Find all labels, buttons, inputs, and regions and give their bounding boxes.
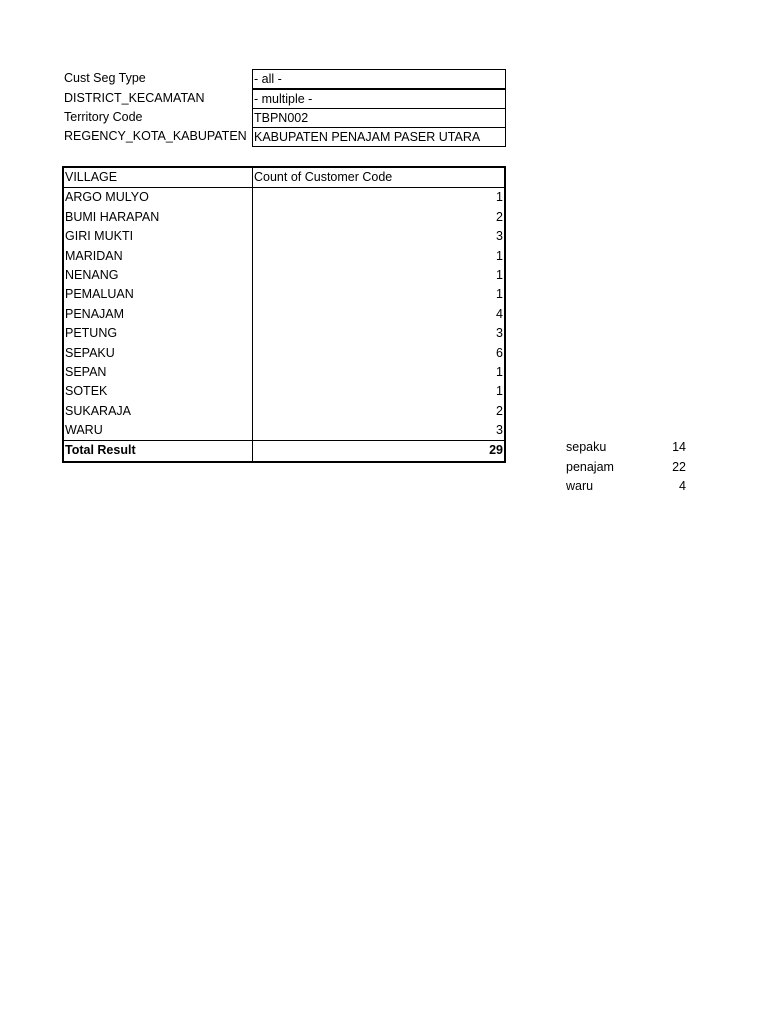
side-item-name: sepaku xyxy=(566,440,607,454)
village-cell: SOTEK xyxy=(64,382,253,401)
side-item-name: penajam xyxy=(566,459,614,474)
table-row xyxy=(64,247,504,266)
village-cell: PEMALUAN xyxy=(64,285,253,304)
side-summary-list xyxy=(566,438,686,497)
pivot-header-row xyxy=(64,168,504,188)
total-label: Total Result xyxy=(64,441,253,460)
side-item-value: 14 xyxy=(672,440,686,454)
filter-value-territory-code[interactable]: TBPN002 xyxy=(252,108,506,128)
count-cell: 1 xyxy=(496,384,503,399)
filter-label-regency: REGENCY_KOTA_KABUPATEN xyxy=(64,129,247,143)
village-cell: ARGO MULYO xyxy=(64,188,253,207)
column-header-count[interactable]: Count of Customer Code xyxy=(254,170,393,184)
village-cell: PETUNG xyxy=(64,324,253,343)
count-cell: 1 xyxy=(496,267,503,282)
village-cell: PENAJAM xyxy=(64,305,253,324)
table-row xyxy=(64,285,504,304)
village-cell: SUKARAJA xyxy=(64,402,253,421)
table-row xyxy=(64,266,504,285)
count-cell: 3 xyxy=(496,229,503,244)
count-cell: 4 xyxy=(496,306,503,321)
count-cell: 2 xyxy=(496,209,503,224)
table-row xyxy=(64,382,504,401)
village-cell: BUMI HARAPAN xyxy=(64,208,253,227)
village-cell: SEPAN xyxy=(64,363,253,382)
list-item xyxy=(566,458,686,478)
filter-value-district[interactable]: - multiple - xyxy=(252,89,506,109)
village-cell: NENANG xyxy=(64,266,253,285)
village-cell: SEPAKU xyxy=(64,344,253,363)
table-row xyxy=(64,227,504,246)
count-cell: 6 xyxy=(496,345,503,360)
column-header-village[interactable]: VILLAGE xyxy=(64,168,253,187)
filter-value-cust-seg-type[interactable]: - all - xyxy=(252,69,506,89)
count-cell: 1 xyxy=(496,287,503,302)
list-item xyxy=(566,477,686,497)
table-row xyxy=(64,208,504,227)
count-cell: 3 xyxy=(496,423,503,438)
count-cell: 1 xyxy=(496,248,503,263)
filter-label-district: DISTRICT_KECAMATAN xyxy=(64,91,205,105)
filter-value-regency[interactable]: KABUPATEN PENAJAM PASER UTARA xyxy=(252,127,506,147)
list-item xyxy=(566,438,686,458)
side-item-value: 4 xyxy=(679,479,686,493)
table-row xyxy=(64,421,504,440)
table-row xyxy=(64,363,504,382)
village-cell: GIRI MUKTI xyxy=(64,227,253,246)
count-cell: 1 xyxy=(496,190,503,205)
filter-label-cust-seg-type: Cust Seg Type xyxy=(64,71,146,85)
table-row xyxy=(64,305,504,324)
total-row xyxy=(64,440,504,460)
count-cell: 2 xyxy=(496,403,503,418)
pivot-table xyxy=(62,166,506,463)
side-item-name: waru xyxy=(566,479,594,493)
side-item-value: 22 xyxy=(672,459,686,474)
total-value: 29 xyxy=(489,443,503,458)
count-cell: 3 xyxy=(496,326,503,341)
village-cell: MARIDAN xyxy=(64,247,253,266)
table-row xyxy=(64,402,504,421)
table-row xyxy=(64,324,504,343)
table-row xyxy=(64,188,504,207)
table-row xyxy=(64,344,504,363)
count-cell: 1 xyxy=(496,364,503,379)
village-cell: WARU xyxy=(64,421,253,440)
filter-label-territory-code: Territory Code xyxy=(64,110,143,124)
